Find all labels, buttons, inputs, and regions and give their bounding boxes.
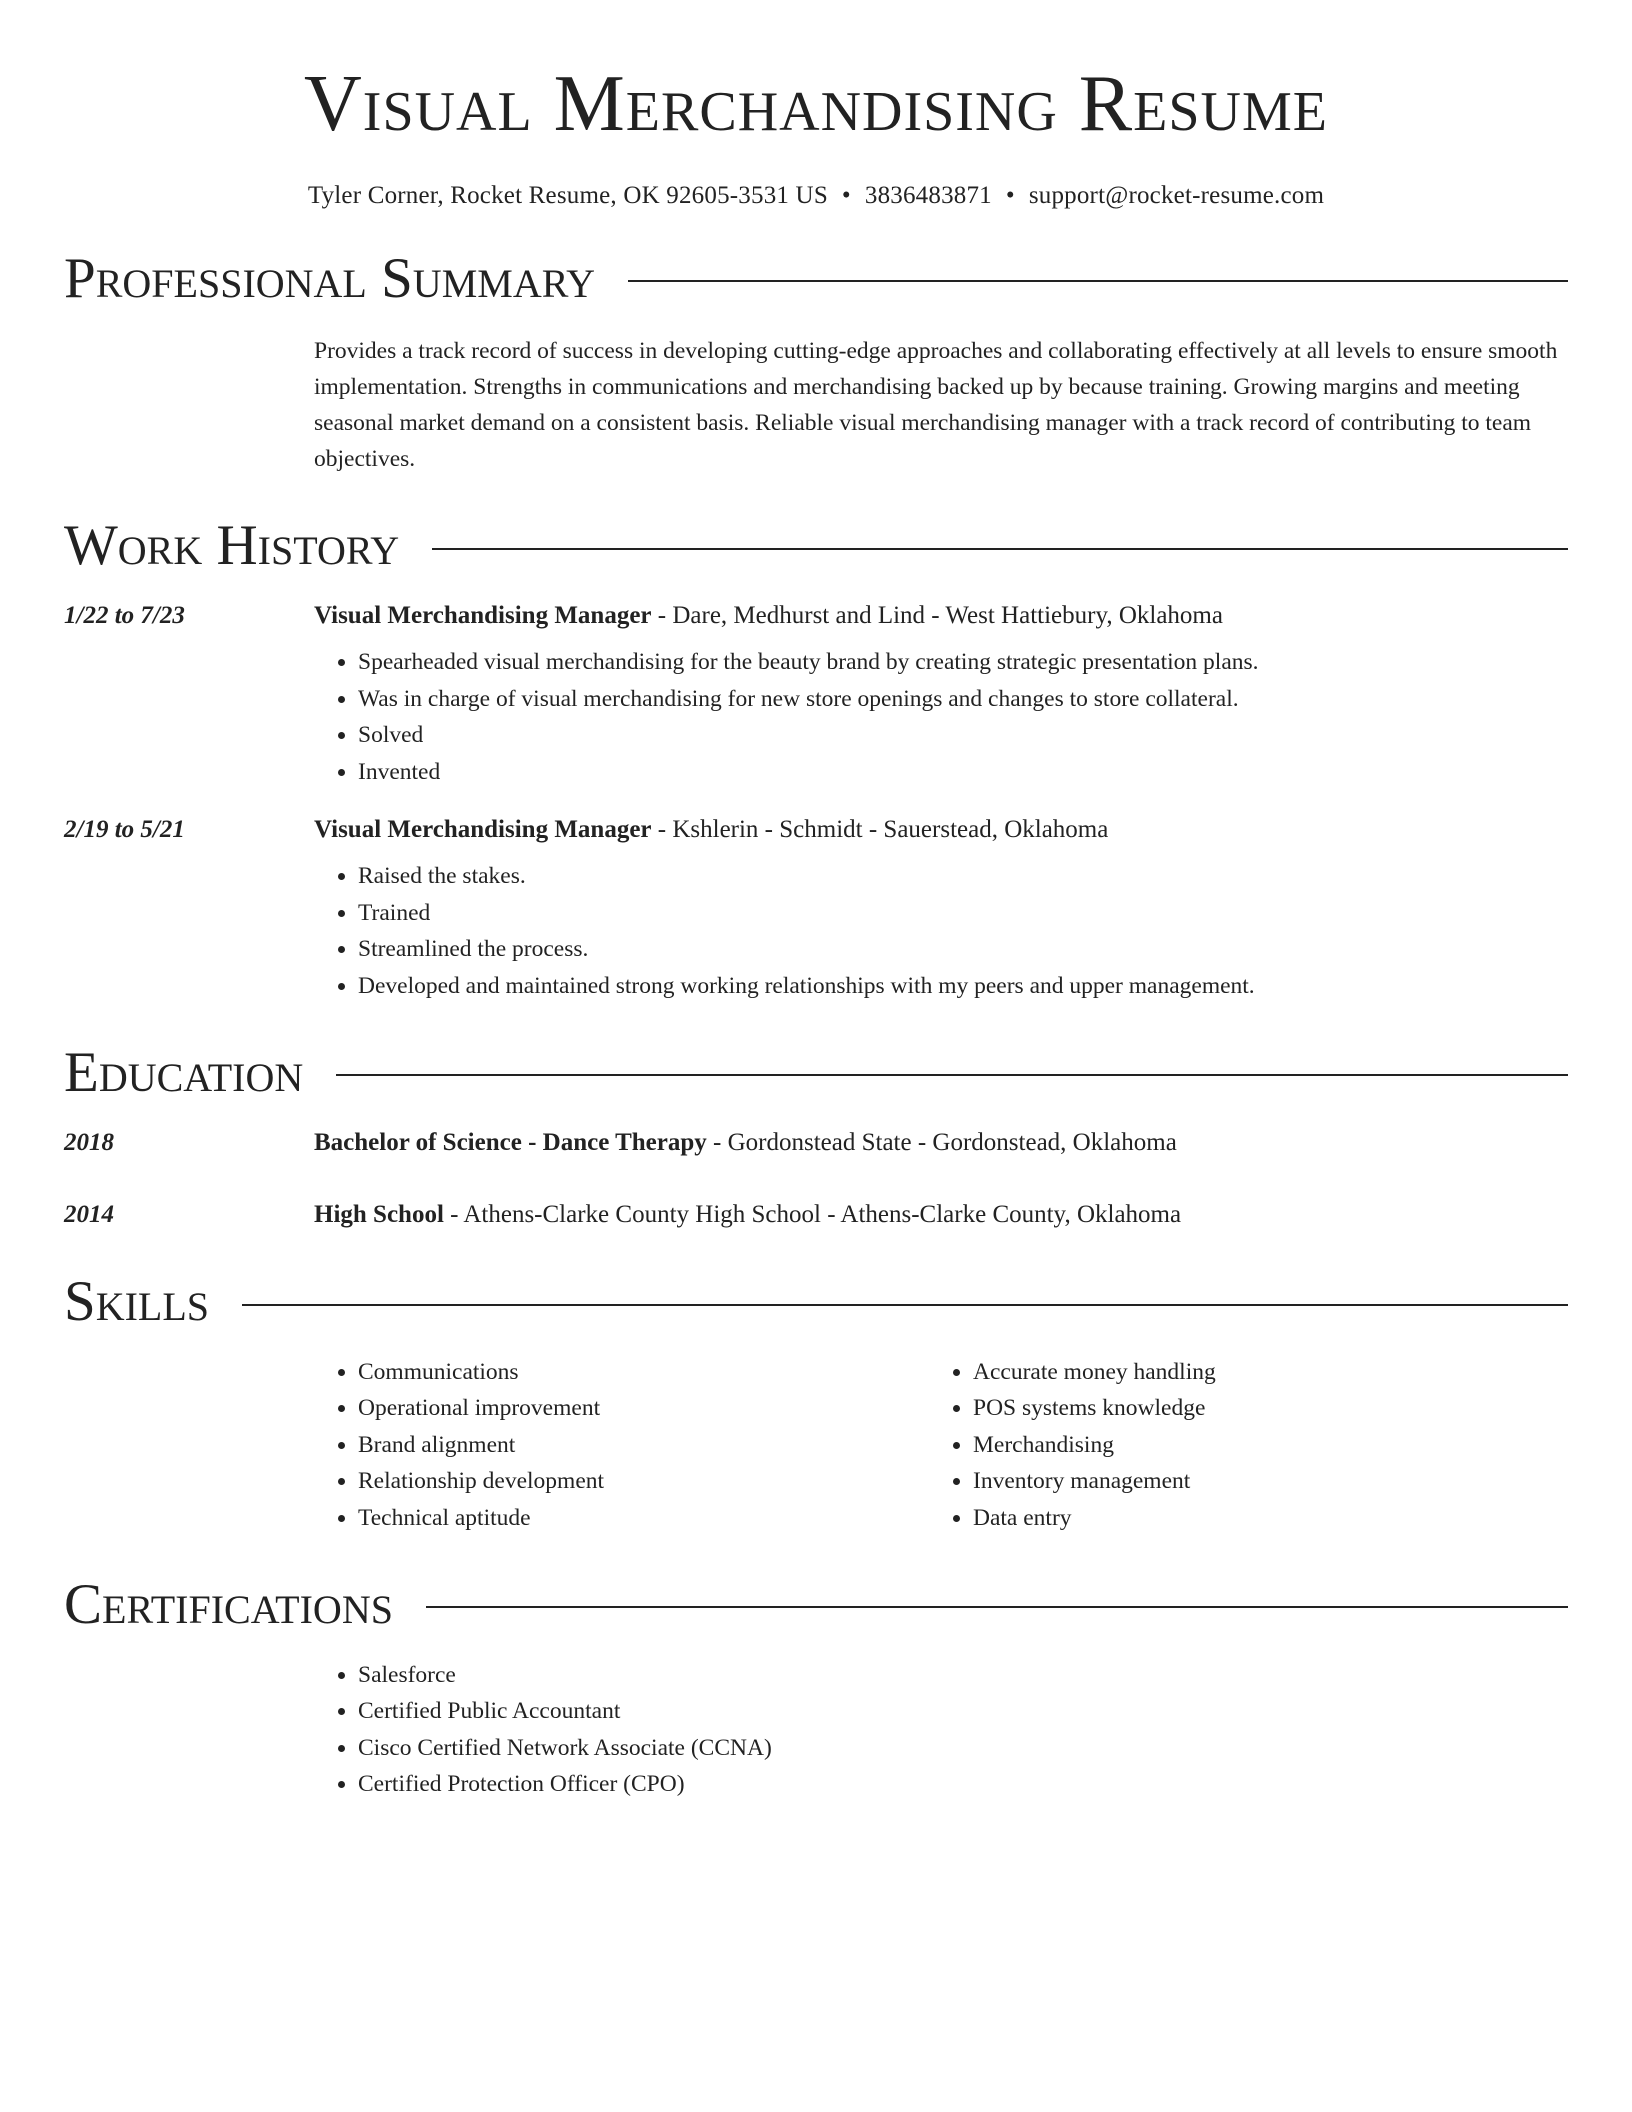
education-year: 2014	[64, 1200, 114, 1228]
skill-item: • Accurate money handling	[973, 1354, 1544, 1390]
contact-separator: •	[841, 182, 851, 209]
certification-item: • Salesforce	[358, 1657, 1568, 1693]
contact-line	[64, 182, 1568, 210]
certification-item: • Certified Protection Officer (CPO)	[358, 1766, 1568, 1802]
summary-text: Provides a track record of success in developing cutting-edge approaches and collaborating effectively at all levels to ensure smooth implementation. Strengths in communications and merchandising backed up by because training. Growing margins and meeting seasonal market demand on a consistent basis. Reliable visual merchandising manager with a track record of contributing to team objectives.	[314, 337, 1558, 473]
job-bullet: • Raised the stakes.	[358, 858, 1568, 894]
job-bullet: • Developed and maintained strong working relationships with my peers and upper management.	[358, 968, 1568, 1004]
job-bullet: • Was in charge of visual merchandising for new store openings and changes to store collateral.	[358, 681, 1568, 717]
education-section-header	[64, 1042, 1568, 1105]
job-bullet: • Invented	[358, 754, 1568, 790]
education-entry	[64, 1197, 1568, 1233]
job-details: - Dare, Medhurst and Lind - West Hattiebury, Oklahoma	[651, 602, 1223, 630]
skills-column-right	[929, 1354, 1544, 1536]
certification-item: • Certified Public Accountant	[358, 1693, 1568, 1729]
job-entry	[64, 812, 1568, 1004]
work-heading: Work History	[64, 514, 400, 578]
job-details: - Kshlerin - Schmidt - Sauerstead, Oklahoma	[651, 816, 1109, 844]
section-divider	[628, 280, 1568, 282]
education-details: - Athens-Clarke County High School - Athens-Clarke County, Oklahoma	[443, 1200, 1182, 1228]
work-section-header	[64, 515, 1568, 578]
job-heading	[314, 598, 1568, 634]
certifications-list	[314, 1657, 1568, 1803]
skills-heading: Skills	[64, 1270, 210, 1334]
education-heading: Education	[64, 1041, 304, 1104]
skill-item: • Data entry	[973, 1500, 1544, 1536]
skill-item: • POS systems knowledge	[973, 1390, 1544, 1426]
education-year: 2018	[64, 1128, 114, 1156]
job-heading	[314, 812, 1568, 848]
skills-grid	[314, 1354, 1568, 1536]
education-entry	[64, 1125, 1568, 1161]
section-divider	[336, 1074, 1568, 1076]
job-bullet: • Streamlined the process.	[358, 931, 1568, 967]
skill-item: • Inventory management	[973, 1463, 1544, 1499]
job-bullet: • Spearheaded visual merchandising for the beauty brand by creating strategic presentation plans.	[358, 644, 1568, 680]
job-title: Visual Merchandising Manager	[314, 602, 652, 630]
education-details: - Gordonstead State - Gordonstead, Oklahoma	[706, 1128, 1177, 1156]
skill-item: • Merchandising	[973, 1427, 1544, 1463]
contact-phone: 3836483871	[864, 182, 992, 209]
job-title: Visual Merchandising Manager	[314, 816, 652, 844]
education-degree: High School	[314, 1200, 444, 1228]
certification-item: • Cisco Certified Network Associate (CCNA)	[358, 1730, 1568, 1766]
job-dates: 1/22 to 7/23	[64, 602, 185, 630]
job-dates: 2/19 to 5/21	[64, 816, 185, 844]
skills-column-left	[314, 1354, 929, 1536]
contact-email: support@rocket-resume.com	[1028, 182, 1325, 209]
job-bullets	[314, 644, 1568, 790]
skill-item: • Brand alignment	[358, 1427, 929, 1463]
skill-item: • Communications	[358, 1354, 929, 1390]
certifications-heading: Certifications	[64, 1572, 393, 1636]
job-bullet: • Trained	[358, 895, 1568, 931]
resume-title: Visual Merchandising Resume	[304, 60, 1328, 148]
job-bullets	[314, 858, 1568, 1004]
skill-item: • Technical aptitude	[358, 1500, 929, 1536]
job-bullet: • Solved	[358, 717, 1568, 753]
certifications-section-header	[64, 1574, 1568, 1637]
education-degree: Bachelor of Science - Dance Therapy	[314, 1128, 707, 1156]
job-entry	[64, 598, 1568, 790]
summary-section-header	[64, 248, 1568, 311]
section-divider	[432, 548, 1568, 550]
section-divider	[426, 1606, 1568, 1608]
contact-address: Tyler Corner, Rocket Resume, OK 92605-3531 US	[307, 182, 828, 209]
summary-heading: Professional Summary	[64, 247, 596, 310]
skill-item: • Relationship development	[358, 1463, 929, 1499]
contact-separator: •	[1005, 182, 1015, 209]
section-divider	[242, 1304, 1568, 1306]
skills-section-header	[64, 1271, 1568, 1334]
skill-item: • Operational improvement	[358, 1390, 929, 1426]
